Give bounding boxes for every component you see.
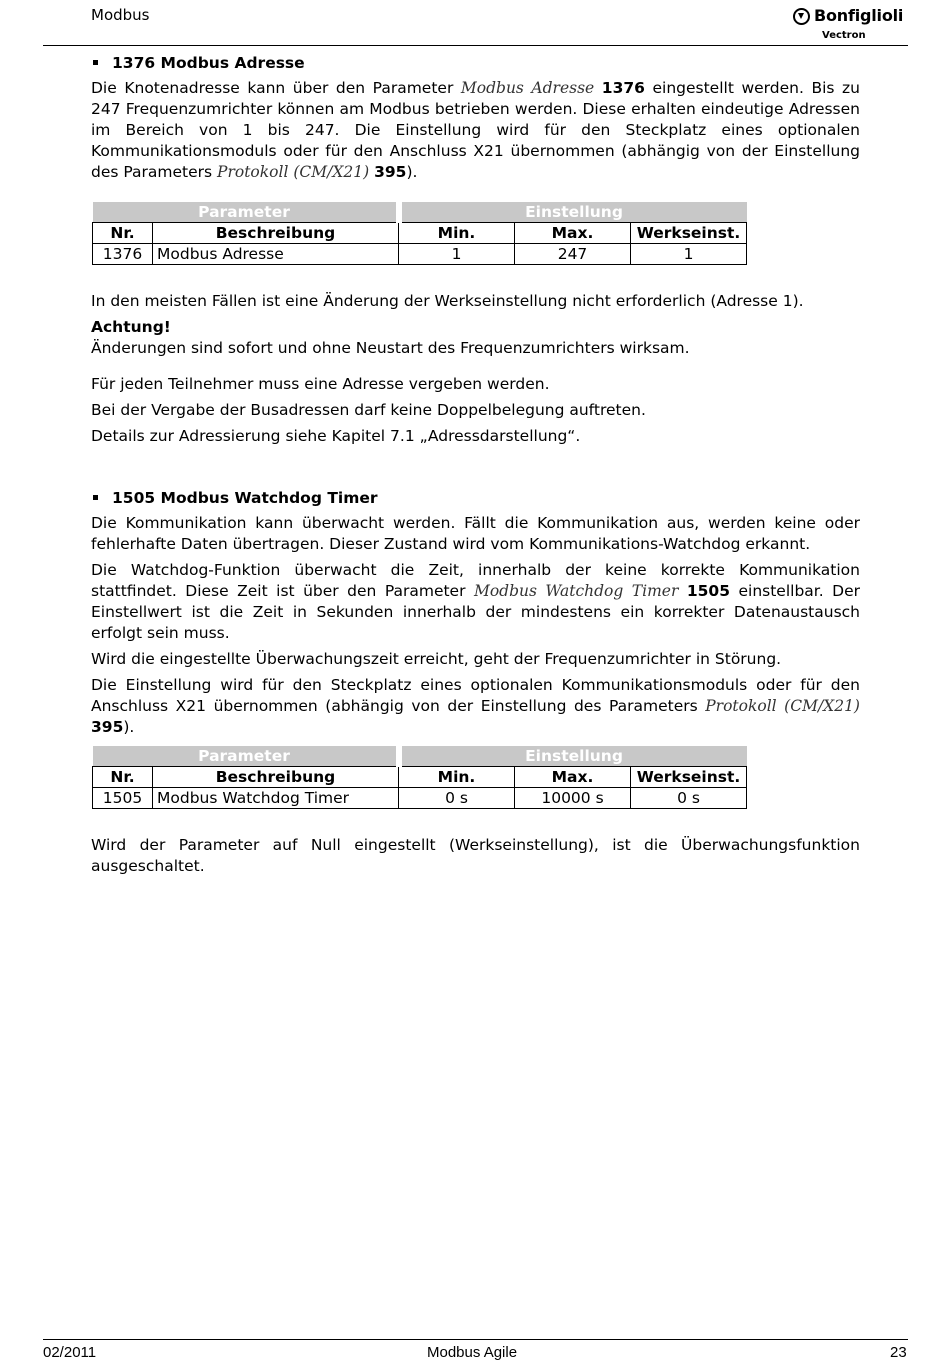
header-section-name: Modbus	[91, 6, 150, 24]
param-number: 395	[374, 163, 407, 181]
parameter-table-1376	[92, 202, 747, 265]
param-reference: Protokoll (CM/X21)	[217, 163, 370, 181]
table-group-header	[93, 202, 747, 223]
col-max: Max.	[515, 223, 631, 244]
group-parameter: Parameter	[93, 202, 399, 223]
cell-nr: 1376	[93, 244, 153, 265]
bullet-icon	[93, 495, 98, 500]
warning-text: Änderungen sind sofort und ohne Neustart des Frequenzumrichters wirksam.	[91, 339, 690, 357]
col-max: Max.	[515, 767, 631, 788]
footer-rule	[43, 1339, 908, 1340]
cell-nr: 1505	[93, 788, 153, 809]
paragraph-default-note: In den meisten Fällen ist eine Änderung der Werkseinstellung nicht erforderlich (Adresse 1).	[91, 292, 804, 310]
cell-min: 0 s	[399, 788, 515, 809]
group-einstellung: Einstellung	[399, 202, 747, 223]
param-reference: Modbus Adresse	[460, 79, 595, 97]
footer-page-number: 23	[890, 1344, 907, 1361]
paragraph-watchdog-function: Die Watchdog-Funktion überwacht die Zeit, innerhalb der keine korrekte Kommunikation stattfindet. Diese Zeit ist über den Parameter Modbus Watchdog Timer 1505 einstellbar. Der Einstellwert ist die Zeit in Sekunden innerhalb der mindestens ein korrekter Datenaustausch erfolgt sein muss.	[91, 561, 860, 642]
group-parameter: Parameter	[93, 746, 399, 767]
cell-max: 247	[515, 244, 631, 265]
warning-title: Achtung!	[91, 318, 171, 336]
table-row	[93, 244, 747, 265]
col-min: Min.	[399, 223, 515, 244]
param-reference: Modbus Watchdog Timer	[473, 582, 679, 600]
parameter-table-1505	[92, 746, 747, 809]
logo-name: Bonfiglioli	[814, 6, 904, 25]
paragraph-intro-1376: Die Knotenadresse kann über den Parameter Modbus Adresse 1376 eingestellt werden. Bis zu 247 Frequenzumrichter können am Modbus betrieben werden. Diese erhalten eindeutige Adressen im Bereich von 1 bis 247. Die Einstellung wird für den Steckplatz eines optionalen Kommunikationsmoduls oder für den Anschluss X21 übernommen (abhängig von der Einstellung des Parameters Protokoll (CM/X21) 395).	[91, 79, 860, 181]
col-werkseinst: Werkseinst.	[631, 223, 747, 244]
table-column-header	[93, 223, 747, 244]
cell-werkseinst: 1	[631, 244, 747, 265]
logo-subtitle: Vectron	[822, 30, 866, 41]
footer-title: Modbus Agile	[427, 1344, 518, 1361]
cell-beschreibung: Modbus Watchdog Timer	[153, 788, 399, 809]
table-group-header	[93, 746, 747, 767]
param-number: 395	[91, 718, 124, 736]
section-title-1376: 1376 Modbus Adresse	[91, 53, 860, 74]
col-nr: Nr.	[93, 767, 153, 788]
header-rule	[43, 45, 908, 46]
page-content	[91, 53, 860, 882]
footer-date: 02/2011	[43, 1344, 97, 1361]
bullet-icon	[93, 60, 98, 65]
table-column-header	[93, 767, 747, 788]
paragraph-slot-setting: Die Einstellung wird für den Steckplatz eines optionalen Kommunikationsmoduls oder für den Anschluss X21 übernommen (abhängig von der Einstellung des Parameters Protokoll (CM/X21) 395).	[91, 676, 860, 736]
paragraph-address-required: Für jeden Teilnehmer muss eine Adresse vergeben werden.	[91, 375, 550, 393]
col-nr: Nr.	[93, 223, 153, 244]
param-number: 1505	[686, 582, 730, 600]
paragraph-no-duplicates: Bei der Vergabe der Busadressen darf keine Doppelbelegung auftreten.	[91, 401, 646, 419]
section-title-1505: 1505 Modbus Watchdog Timer	[91, 488, 860, 509]
col-beschreibung: Beschreibung	[153, 767, 399, 788]
paragraph-details-ref: Details zur Adressierung siehe Kapitel 7.1 „Adressdarstellung“.	[91, 427, 581, 445]
cell-max: 10000 s	[515, 788, 631, 809]
paragraph-monitoring: Die Kommunikation kann überwacht werden. Fällt die Kommunikation aus, werden keine oder fehlerhafte Daten übertragen. Dieser Zustand wird vom Kommunikations-Watchdog erkannt.	[91, 514, 860, 553]
param-reference: Protokoll (CM/X21)	[705, 697, 860, 715]
cell-beschreibung: Modbus Adresse	[153, 244, 399, 265]
logo-mark-icon	[793, 8, 810, 25]
cell-min: 1	[399, 244, 515, 265]
group-einstellung: Einstellung	[399, 746, 747, 767]
bonfiglioli-logo	[793, 7, 911, 45]
col-werkseinst: Werkseinst.	[631, 767, 747, 788]
paragraph-timeout-fault: Wird die eingestellte Überwachungszeit erreicht, geht der Frequenzumrichter in Störung.	[91, 650, 782, 668]
cell-werkseinst: 0 s	[631, 788, 747, 809]
col-beschreibung: Beschreibung	[153, 223, 399, 244]
table-row	[93, 788, 747, 809]
param-number: 1376	[601, 79, 645, 97]
paragraph-zero-disables: Wird der Parameter auf Null eingestellt (Werkseinstellung), ist die Überwachungsfunktion ausgeschaltet.	[91, 836, 860, 875]
col-min: Min.	[399, 767, 515, 788]
